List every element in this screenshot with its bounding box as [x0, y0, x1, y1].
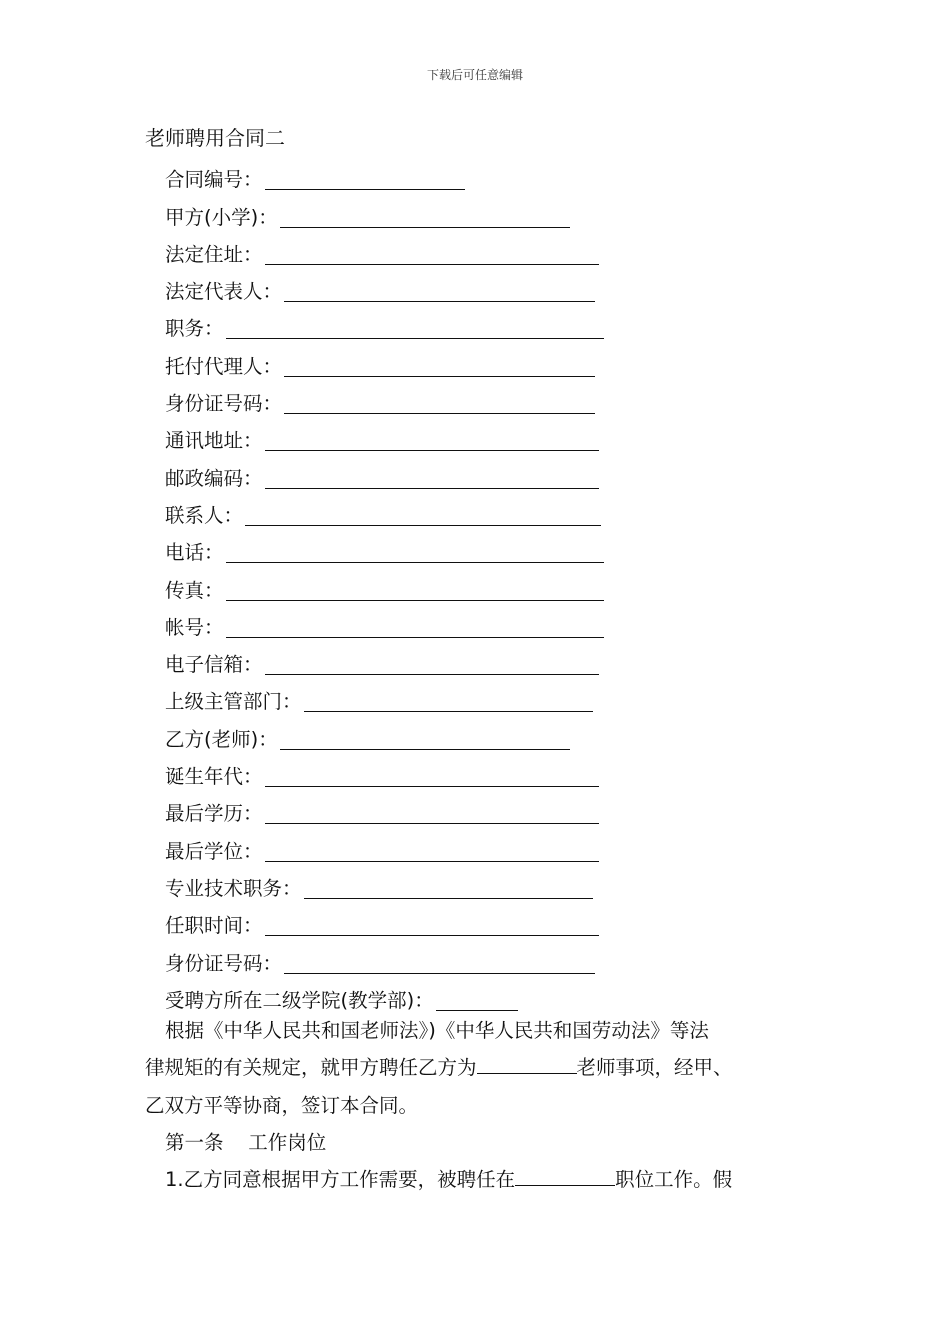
field-blank-line[interactable] — [265, 449, 599, 451]
contract-field-row — [165, 979, 625, 1016]
contract-field-row — [165, 643, 625, 680]
contract-field-row — [165, 904, 625, 941]
field-blank-line[interactable] — [304, 897, 593, 899]
field-blank-line[interactable] — [265, 785, 599, 787]
field-label: 乙方(老师)： — [165, 727, 278, 751]
field-blank-line[interactable] — [265, 188, 465, 190]
field-blank-line[interactable] — [280, 226, 570, 228]
field-blank-line[interactable] — [265, 673, 599, 675]
field-label: 法定代表人： — [165, 280, 283, 304]
field-label: 最后学位： — [165, 839, 263, 863]
field-blank-line[interactable] — [226, 599, 604, 601]
contract-field-row — [165, 568, 625, 605]
contract-field-row — [165, 755, 625, 792]
text-segment: 1.乙方同意根据甲方工作需要，被聘任在 — [165, 1168, 516, 1192]
contract-field-row — [165, 456, 625, 493]
contract-field-row — [165, 382, 625, 419]
contract-field-row — [165, 233, 625, 270]
field-blank-line[interactable] — [265, 934, 599, 936]
field-label: 邮政编码： — [165, 466, 263, 490]
field-label: 诞生年代： — [165, 765, 263, 789]
text-segment: 老师事项，经甲、 — [576, 1056, 733, 1080]
field-blank-line[interactable] — [226, 561, 604, 563]
field-label: 帐号： — [165, 615, 224, 639]
field-label: 托付代理人： — [165, 354, 283, 378]
page-header: 下载后可任意编辑 — [426, 68, 523, 82]
field-label: 职务： — [165, 317, 224, 341]
contract-field-row — [165, 344, 625, 381]
field-blank-line[interactable] — [245, 524, 601, 526]
contract-field-row — [165, 606, 625, 643]
field-blank-line[interactable] — [226, 337, 604, 339]
contract-body — [145, 1012, 810, 1198]
contract-field-row — [165, 307, 625, 344]
article-item-1 — [145, 1161, 810, 1198]
field-blank-line[interactable] — [265, 487, 599, 489]
teacher-subject-blank[interactable] — [477, 1053, 577, 1074]
position-blank[interactable] — [515, 1165, 615, 1186]
field-label: 身份证号码： — [165, 392, 283, 416]
contract-field-row — [165, 531, 625, 568]
contract-field-row — [165, 867, 625, 904]
paragraph-legal-basis-line1: 根据《中华人民共和国老师法》)《中华人民共和国劳动法》等法 — [165, 1019, 709, 1042]
field-label: 传真： — [165, 578, 224, 602]
contract-fields — [165, 158, 625, 1016]
field-blank-line[interactable] — [265, 263, 599, 265]
field-label: 电话： — [165, 541, 224, 565]
field-blank-line[interactable] — [280, 748, 570, 750]
field-label: 受聘方所在二级学院(教学部)： — [165, 988, 434, 1012]
contract-field-row — [165, 717, 625, 754]
field-label: 法定住址： — [165, 242, 263, 266]
field-label: 甲方(小学)： — [165, 205, 278, 229]
field-blank-line[interactable] — [284, 972, 595, 974]
paragraph-legal-basis-line3: 乙双方平等协商，签订本合同。 — [145, 1093, 419, 1117]
contract-field-row — [165, 494, 625, 531]
field-blank-line[interactable] — [284, 300, 595, 302]
text-segment: 律规矩的有关规定，就甲方聘任乙方为 — [145, 1056, 477, 1080]
field-blank-line[interactable] — [284, 375, 595, 377]
field-blank-line[interactable] — [265, 822, 599, 824]
paragraph-legal-basis-line2 — [145, 1049, 810, 1086]
field-label: 最后学历： — [165, 802, 263, 826]
field-label: 联系人： — [165, 503, 244, 527]
field-label: 专业技术职务： — [165, 876, 302, 900]
field-blank-line[interactable] — [226, 636, 604, 638]
field-blank-line[interactable] — [436, 1009, 518, 1011]
contract-field-row — [165, 158, 625, 195]
text-segment: 职位工作。假 — [615, 1168, 733, 1192]
contract-field-row — [165, 680, 625, 717]
field-label: 电子信箱： — [165, 653, 263, 677]
field-blank-line[interactable] — [265, 860, 599, 862]
contract-field-row — [165, 792, 625, 829]
contract-field-row — [165, 829, 625, 866]
field-label: 合同编号： — [165, 168, 263, 192]
contract-field-row — [165, 270, 625, 307]
field-label: 任职时间： — [165, 914, 263, 938]
field-label: 通讯地址： — [165, 429, 263, 453]
contract-field-row — [165, 195, 625, 232]
field-label: 上级主管部门： — [165, 690, 302, 714]
field-label: 身份证号码： — [165, 951, 283, 975]
contract-field-row — [165, 941, 625, 978]
contract-field-row — [165, 419, 625, 456]
field-blank-line[interactable] — [284, 412, 595, 414]
article-heading: 第一条 工作岗位 — [165, 1130, 327, 1154]
document-title: 老师聘用合同二 — [145, 126, 285, 150]
field-blank-line[interactable] — [304, 710, 593, 712]
